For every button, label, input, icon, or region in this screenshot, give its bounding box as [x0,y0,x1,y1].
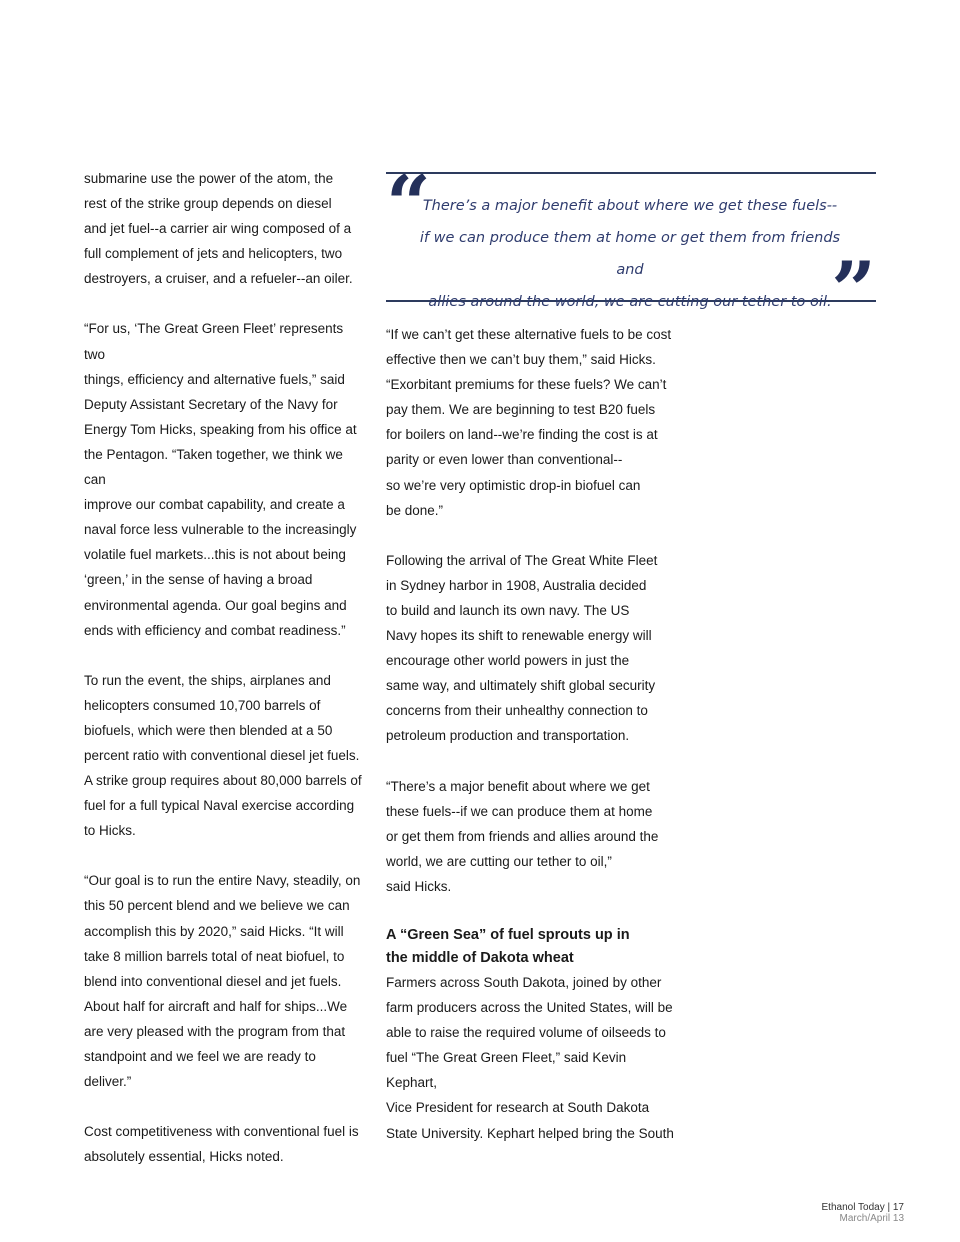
open-quote-mark: “ [386,159,431,250]
page-number: 17 [892,1202,904,1213]
right-paragraph-1: “If we can’t get these alternative fuels to be cost effective then we can’t buy them,” said Hicks. “Exorbitant premiums for these fuels? We can’t pay them. We are beginning to test B20 fuels for boilers on land--we’re finding the cost is at parity or even lower than conventional-- so we’re very optimistic drop-in biofuel can be done.” [386,327,672,518]
footer-folio [822,1202,905,1213]
right-column [386,322,676,1146]
pull-quote [386,159,876,336]
left-paragraph-1: submarine use the power of the atom, the rest of the strike group depends on diesel and jet fuel--a carrier air wing composed of a full complement of jets and helicopters, two destroyers, a cruiser, and a refueler--an oiler. [84,171,353,287]
section-subheading: A “Green Sea” of fuel sprouts up in the middle of Dakota wheat [386,926,630,966]
pull-quote-text: There’s a major benefit about where we get these fuels-- if we can produce them at home or get them from friends and allies around the world, we are cutting our tether to oil. [419,198,841,310]
issue-date: March/April 13 [839,1213,904,1224]
left-paragraph-5: Cost competitiveness with conventional fuel is absolutely essential, Hicks noted. [84,1124,359,1165]
footer-separator: | [887,1202,891,1213]
page-footer [822,1202,905,1224]
left-paragraph-2: “For us, ‘The Great Green Fleet’ represents two things, efficiency and alternative fuels,” said Deputy Assistant Secretary of the Navy for Energy Tom Hicks, speaking from his office at the Pentagon. “Taken together, we think we can improve our combat capability, and create a naval force less vulnerable to the increasingly volatile fuel markets...this is not about being ‘green,’ in the sense of having a broad environmental agenda. Our goal begins and ends with efficiency and combat readiness.” [84,321,357,638]
right-paragraph-2: Following the arrival of The Great White Fleet in Sydney harbor in 1908, Australia decided to build and launch its own navy. The US Navy hopes its shift to renewable energy will encourage other world powers in just the same way, and ultimately shift global security concerns from their unhealthy connection to petroleum production and transportation. [386,552,658,744]
publication-name: Ethanol Today [821,1202,885,1213]
left-paragraph-4: “Our goal is to run the entire Navy, steadily, on this 50 percent blend and we believe we can accomplish this by 2020,” said Hicks. “It will take 8 million barrels total of neat biofuel, to blend into conventional diesel and jet fuels. About half for aircraft and half for ships...We are very pleased with the program from that standpoint and we feel we are ready to deliver.” [84,873,361,1090]
right-paragraph-4: Farmers across South Dakota, joined by other farm producers across the United States, will be able to raise the required volume of oilseeds to fuel “The Great Green Fleet,” said Kevin Kephart, Vice President for research at South Dakota State University. Kephart helped bring the South [386,974,674,1141]
close-quote-mark: ” [831,245,876,336]
left-column [84,166,364,1169]
right-paragraph-3: “There’s a major benefit about where we get these fuels--if we can produce them at home or get them from friends and allies around the world, we are cutting our tether to oil,” said Hicks. [386,778,659,894]
left-paragraph-3: To run the event, the ships, airplanes and helicopters consumed 10,700 barrels of biofuels, which were then blended at a 50 percent ratio with conventional diesel jet fuels. A strike group requires about 80,000 barrels of fuel for a full typical Naval exercise according to Hicks. [84,672,362,839]
